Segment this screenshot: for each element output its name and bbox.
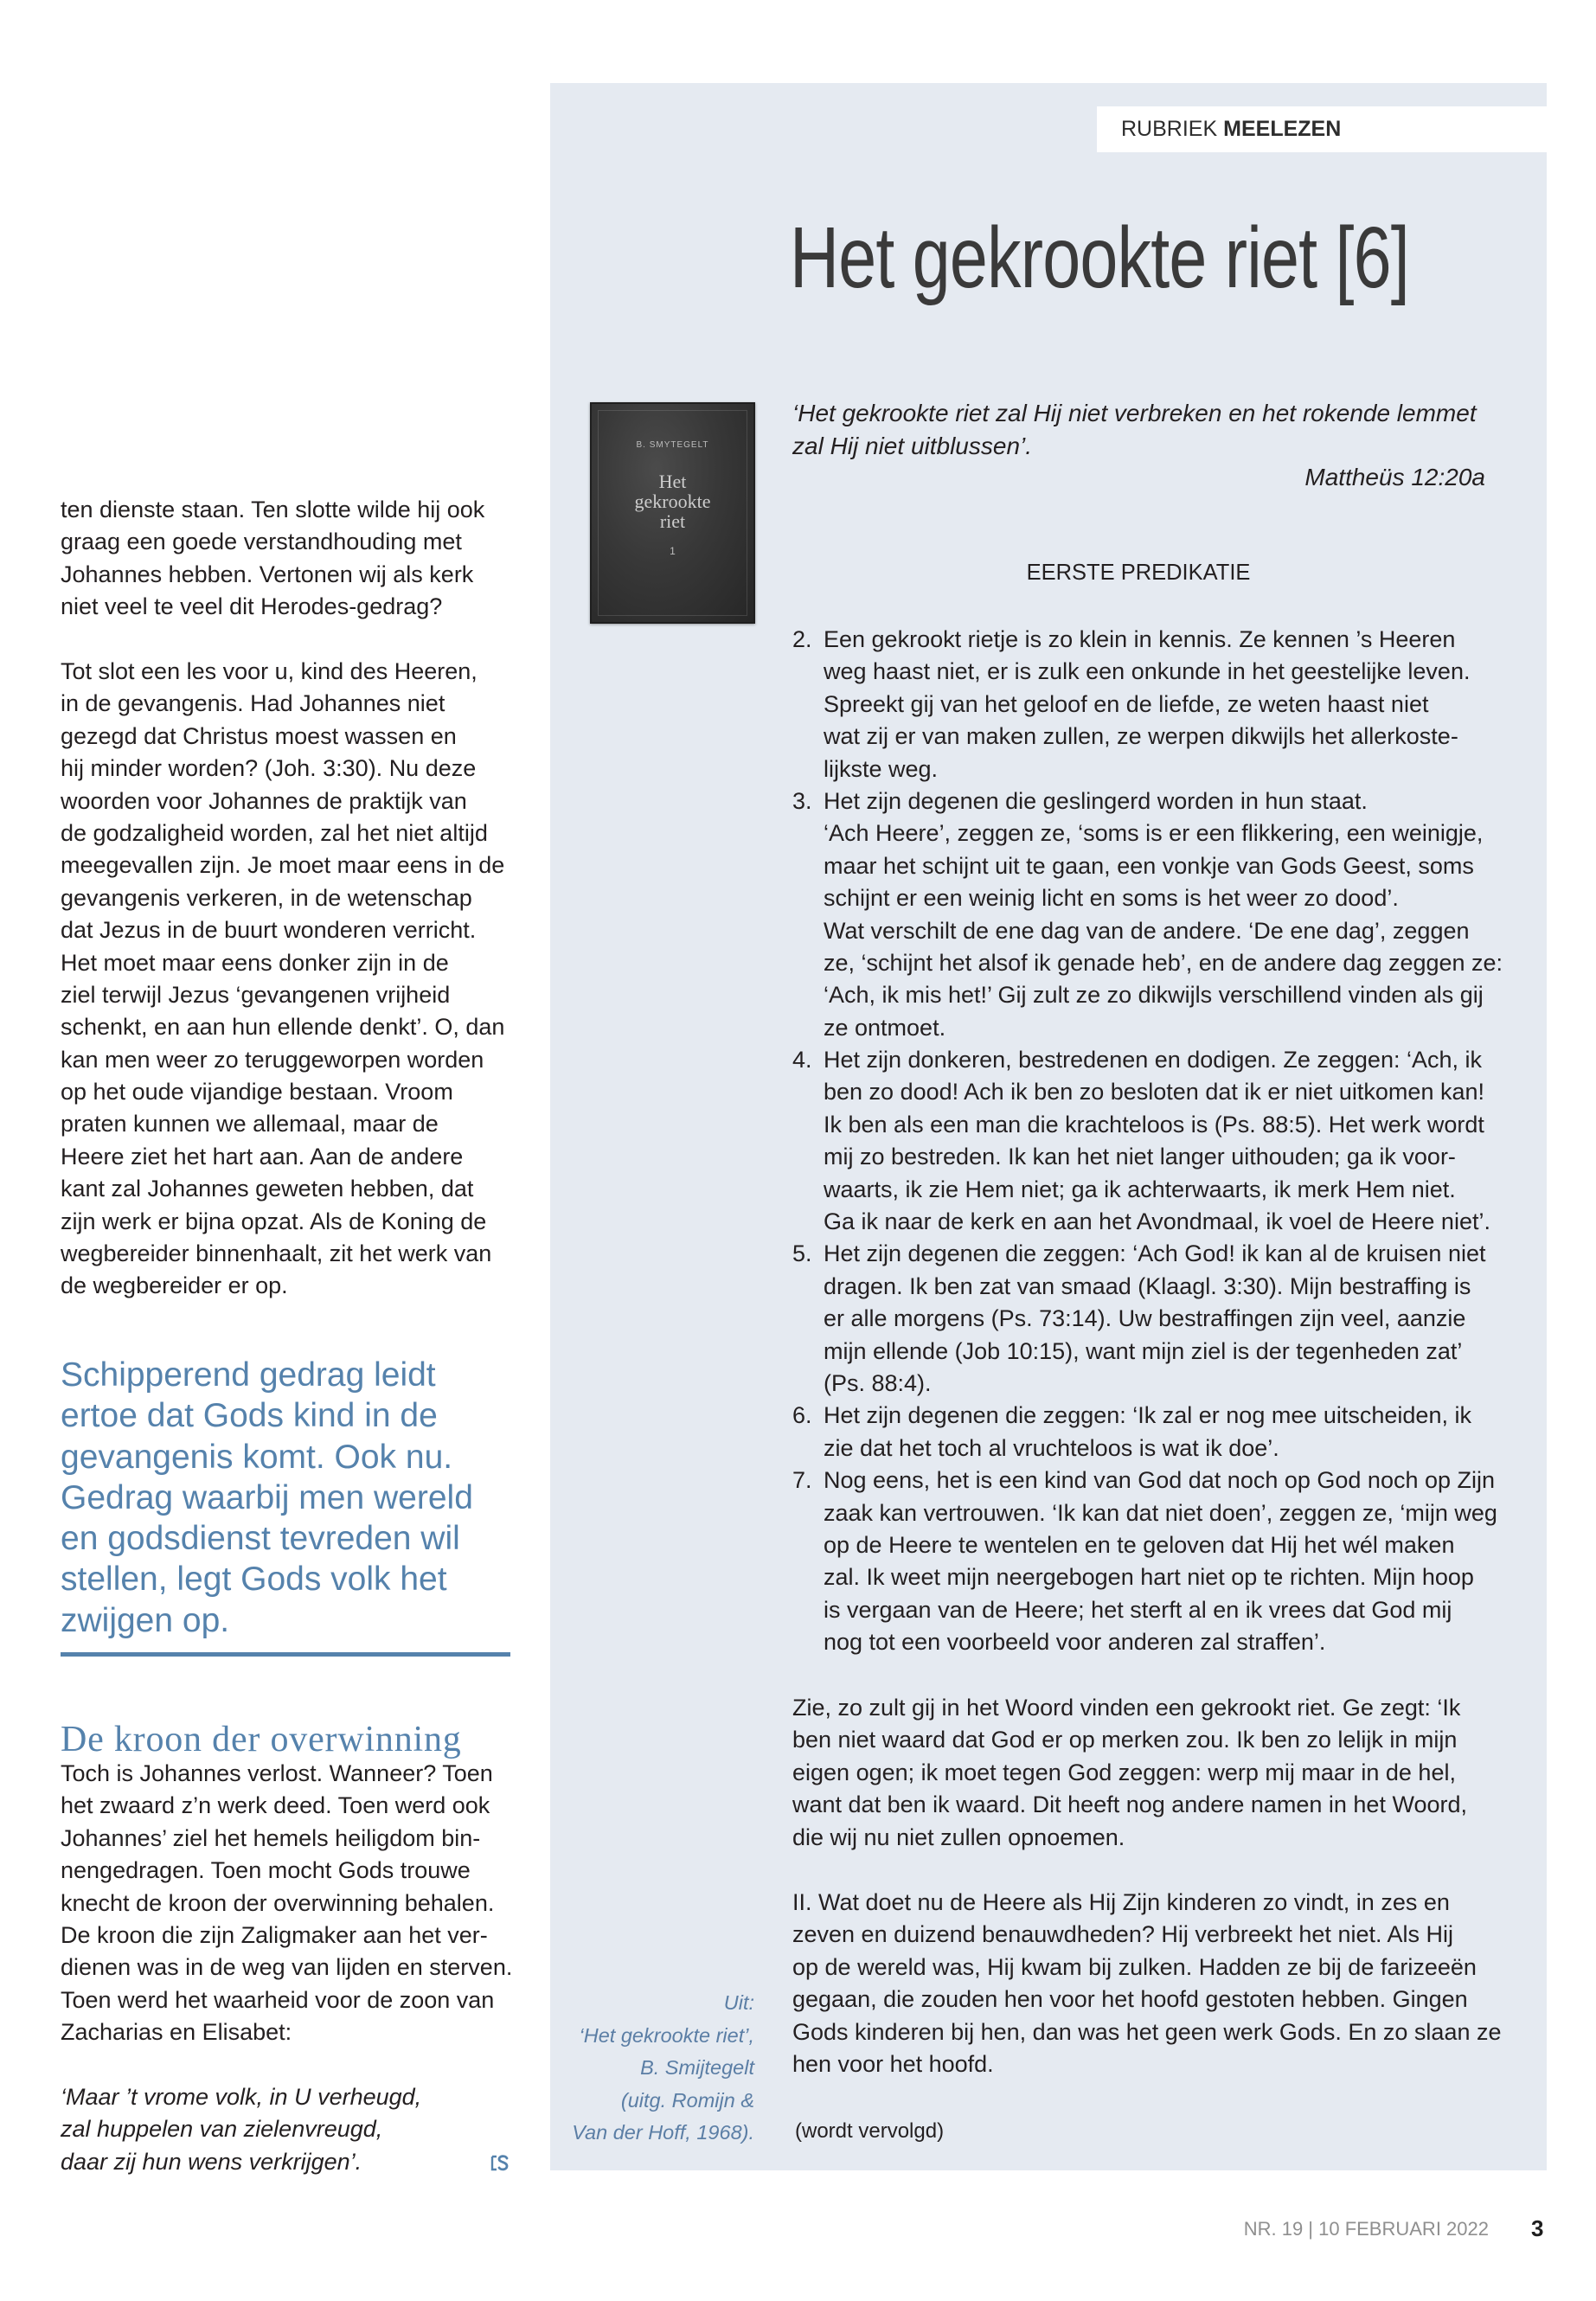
list-item <box>792 1044 1536 1238</box>
paragraph-line: op het oude vijandige bestaan. Vroom <box>61 1079 453 1106</box>
paragraph-line: kan men weer zo teruggeworpen worden <box>61 1046 484 1073</box>
list-item <box>792 624 1536 785</box>
list-item-line: ben zo dood! Ach ik ben zo besloten dat ik er niet uitkomen kan! <box>824 1079 1484 1106</box>
list-item-line: waarts, ik zie Hem niet; ga ik achterwaarts, ik merk Hem niet. <box>824 1176 1456 1202</box>
paragraph-line: wegbereider binnenhaalt, zit het werk van <box>61 1240 492 1267</box>
list-item-line: wat zij er van maken zullen, ze werpen dikwijls het allerkoste- <box>824 723 1458 750</box>
paragraph-line: De kroon die zijn Zaligmaker aan het ver- <box>61 1921 488 1948</box>
list-item-line: Wat verschilt de ene dag van de andere. ‘De ene dag’, zeggen <box>824 917 1470 944</box>
epigraph-line: zal Hij niet uitblussen’. <box>792 432 1033 459</box>
paragraph-ii <box>792 1887 1502 2080</box>
list-item-line: nog tot een voorbeeld voor anderen zal straffen’. <box>824 1629 1326 1656</box>
paragraph-line: Toen werd het waarheid voor de zoon van <box>61 1986 495 2013</box>
list-item-number: 4. <box>792 1047 812 1074</box>
caption-line: (uitg. Romijn & <box>620 2088 754 2112</box>
paragraph-line: Zacharias en Elisabet: <box>61 2019 292 2046</box>
list-item-number: 5. <box>792 1240 812 1267</box>
section-rubric <box>1097 106 1547 152</box>
rubric-prefix: RUBRIEK <box>1121 117 1218 141</box>
paragraph-line: Toch is Johannes verlost. Wanneer? Toen <box>61 1760 493 1786</box>
epigraph-source: Mattheüs 12:20a <box>1304 464 1485 490</box>
paragraph-line: II. Wat doet nu de Heere als Hij Zijn kinderen zo vindt, in zes en <box>792 1889 1450 1915</box>
pull-quote-line: Gedrag waarbij men wereld <box>61 1478 473 1516</box>
paragraph-line: Zie, zo zult gij in het Woord vinden een gekrookt riet. Ge zegt: ‘Ik <box>792 1695 1461 1721</box>
paragraph-line: in de gevangenis. Had Johannes niet <box>61 690 445 717</box>
list-item-line: zaak kan vertrouwen. ‘Ik kan dat niet doen’, zeggen ze, ‘mijn weg <box>824 1499 1497 1526</box>
list-item-line: (Ps. 88:4). <box>824 1369 932 1396</box>
issue-info: NR. 19 | 10 FEBRUARI 2022 <box>1243 2218 1489 2240</box>
page-number: 3 <box>1531 2215 1544 2241</box>
epigraph-quote <box>792 397 1477 462</box>
paragraph-line: de godzaligheid worden, zal het niet altijd <box>61 819 488 846</box>
paragraph-line: het zwaard z’n werk deed. Toen werd ook <box>61 1792 490 1819</box>
book-cover-title-line: riet <box>659 510 686 532</box>
list-item-line: Het zijn degenen die zeggen: ‘Ik zal er nog mee uitscheiden, ik <box>824 1402 1471 1429</box>
list-item-line: mij zo bestreden. Ik kan het niet langer uithouden; ga ik voor- <box>824 1144 1456 1170</box>
pull-quote-line: en godsdienst tevreden wil <box>61 1520 460 1558</box>
list-item-number: 2. <box>792 626 812 652</box>
list-item <box>792 1238 1536 1400</box>
paragraph-line: zeven en duizend benauwdheden? Hij verbreekt het niet. Als Hij <box>792 1921 1453 1948</box>
list-item <box>792 785 1536 1044</box>
paragraph-line: graag een goede verstandhouding met <box>61 529 462 555</box>
caption-line: ‘Het gekrookte riet’, <box>579 2023 754 2047</box>
paragraph-line: praten kunnen we allemaal, maar de <box>61 1111 439 1138</box>
book-cover-frame <box>598 410 747 616</box>
pull-quote-line: Schipperend gedrag leidt <box>61 1356 436 1394</box>
paragraph-line: woorden voor Johannes de praktijk van <box>61 787 467 814</box>
list-item-line: mijn ellende (Job 10:15), want mijn ziel is der tegenheden zat’ <box>824 1337 1463 1364</box>
list-item-line: is vergaan van de Heere; het sterft al en ik vrees dat God mij <box>824 1596 1452 1623</box>
list-item-line: schijnt er een weinig licht en soms is het weer zo dood’. <box>824 885 1399 912</box>
paragraph-line: ten dienste staan. Ten slotte wilde hij ook <box>61 497 485 522</box>
book-cover-volume: 1 <box>670 545 676 557</box>
numbered-list <box>792 624 1536 1659</box>
caption-line: Van der Hoff, 1968). <box>572 2121 754 2144</box>
pull-quote-line: ertoe dat Gods kind in de <box>61 1397 438 1435</box>
list-item-line: Spreekt gij van het geloof en de liefde, ze weten haast niet <box>824 690 1429 717</box>
list-item-text <box>824 785 1503 1044</box>
left-paragraph-1 <box>61 494 484 624</box>
paragraph-line: kant zal Johannes geweten hebben, dat <box>61 1176 474 1202</box>
pull-quote-line: gevangenis komt. Ook nu. <box>61 1438 453 1476</box>
paragraph-line: gevangenis verkeren, in de wetenschap <box>61 884 472 911</box>
list-item-line: Nog eens, het is een kind van God dat noch op God noch op Zijn <box>824 1467 1496 1494</box>
verse-line: daar zij hun wens verkrijgen’. <box>61 2148 362 2175</box>
paragraph-line: dat Jezus in de buurt wonderen verricht. <box>61 917 477 944</box>
paragraph-line: want dat ben ik waard. Dit heeft nog andere namen in het Woord, <box>792 1791 1467 1818</box>
list-item-line: Het zijn degenen die geslingerd worden in hun staat. <box>824 787 1368 814</box>
paragraph-line: nengedragen. Toen mocht Gods trouwe <box>61 1857 471 1884</box>
paragraph-line: zijn werk er bijna opzat. Als de Koning de <box>61 1208 487 1234</box>
rubric-name: MEELEZEN <box>1223 117 1342 141</box>
list-item-line: op de Heere te wentelen en te geloven dat Hij het wél maken <box>824 1531 1455 1558</box>
section-subheading: De kroon der overwinning <box>61 1720 462 1759</box>
paragraph-line: Johannes hebben. Vertonen wij als kerk <box>61 561 474 587</box>
paragraph-line: niet veel te veel dit Herodes-gedrag? <box>61 593 443 620</box>
paragraph-line: eigen ogen; ik moet tegen God zeggen: werp mij maar in de hel, <box>792 1759 1456 1785</box>
list-item-text <box>824 1044 1490 1238</box>
list-item <box>792 1400 1536 1465</box>
list-item-line: dragen. Ik ben zat van smaad (Klaagl. 3:30). Mijn bestraffing is <box>824 1272 1471 1299</box>
list-item-line: Het zijn donkeren, bestredenen en dodigen. Ze zeggen: ‘Ach, ik <box>824 1047 1482 1074</box>
end-mark-icon <box>490 2152 510 2173</box>
paragraph-line: knecht de kroon der overwinning behalen. <box>61 1889 495 1916</box>
list-item-line: ze ontmoet. <box>824 1014 946 1041</box>
paragraph-line: Heere ziet het hart aan. Aan de andere <box>61 1143 464 1170</box>
list-item-line: ‘Ach, ik mis het!’ Gij zult ze zo dikwijls verschillend vinden als gij <box>824 982 1484 1009</box>
list-item-line: zie dat het toch al vruchteloos is wat ik doe’. <box>824 1434 1279 1461</box>
list-item-line: zal. Ik weet mijn neergebogen hart niet op te richten. Mijn hoop <box>824 1564 1474 1591</box>
paragraph-line: Gods kinderen bij hen, dan was het geen werk Gods. En zo slaan ze <box>792 2018 1502 2045</box>
book-cover-image <box>590 402 755 624</box>
paragraph-line: ben niet waard dat God er op merken zou. Ik ben zo lelijk in mijn <box>792 1727 1458 1753</box>
paragraph-line: de wegbereider er op. <box>61 1272 288 1299</box>
list-item-line: maar het schijnt uit te gaan, een vonkje van Gods Geest, soms <box>824 852 1474 879</box>
book-cover-author: B. SMYTEGELT <box>636 440 709 450</box>
left-paragraph-2 <box>61 656 504 1303</box>
left-paragraph-3 <box>61 1758 512 2049</box>
list-item-line: ze, ‘schijnt het alsof ik genade heb’, en de andere dag zeggen ze: <box>824 949 1503 976</box>
list-item-line: ‘Ach Heere’, zeggen ze, ‘soms is er een flikkering, een weinigje, <box>824 820 1484 847</box>
list-item-line: Ik ben als een man die krachteloos is (Ps. 88:5). Het werk wordt <box>824 1111 1484 1138</box>
paragraph-line: gegaan, die zouden hen voor het hoofd gestoten hebben. Gingen <box>792 1986 1468 2013</box>
list-item-line: Het zijn degenen die zeggen: ‘Ach God! ik kan al de kruisen niet <box>824 1240 1486 1267</box>
list-item-number: 7. <box>792 1467 812 1494</box>
verse-line: ‘Maar ’t vrome volk, in U verheugd, <box>61 2084 422 2110</box>
paragraph-line: Tot slot een les voor u, kind des Heeren, <box>61 658 478 684</box>
paragraph-line: die wij nu niet zullen opnoemen. <box>792 1823 1125 1850</box>
paragraph-line: dienen was in de weg van lijden en sterven. <box>61 1954 513 1981</box>
sermon-heading: EERSTE PREDIKATIE <box>1026 561 1251 585</box>
list-item-line: Een gekrookt rietje is zo klein in kennis. Ze kennen ’s Heeren <box>824 626 1456 652</box>
book-cover-title-line: Het <box>658 471 687 492</box>
book-cover-title <box>599 471 747 531</box>
list-item-line: weg haast niet, er is zulk een onkunde in het geestelijke leven. <box>824 658 1471 685</box>
list-item-text <box>824 1465 1497 1658</box>
epigraph-line: ‘Het gekrookte riet zal Hij niet verbreken en het rokende lemmet <box>792 400 1477 426</box>
pull-quote-line: stellen, legt Gods volk het <box>61 1561 447 1599</box>
caption-line: Uit: <box>723 1991 754 2014</box>
pull-quote-divider <box>61 1652 510 1657</box>
article-title: Het gekrookte riet [6] <box>790 209 1409 306</box>
paragraph-zie <box>792 1692 1467 1854</box>
verse-line: zal huppelen van zielenvreugd, <box>61 2116 383 2143</box>
book-cover-title-line: gekrookte <box>634 490 711 512</box>
list-item <box>792 1465 1536 1658</box>
list-item-text <box>824 1238 1485 1400</box>
paragraph-line: op de wereld was, Hij kwam bij zulken. Hadden ze bij de farizeeën <box>792 1953 1477 1980</box>
list-item-text <box>824 624 1470 785</box>
verse-quote <box>61 2081 421 2178</box>
pull-quote <box>61 1355 473 1641</box>
continued-note: (wordt vervolgd) <box>795 2119 945 2143</box>
list-item-number: 3. <box>792 787 812 814</box>
list-item-number: 6. <box>792 1402 812 1429</box>
paragraph-line: meegevallen zijn. Je moet maar eens in de <box>61 852 505 879</box>
paragraph-line: hij minder worden? (Joh. 3:30). Nu deze <box>61 755 477 782</box>
caption-line: B. Smijtegelt <box>640 2056 754 2080</box>
list-item-text <box>824 1400 1471 1465</box>
paragraph-line: hen voor het hoofd. <box>792 2050 994 2077</box>
book-caption <box>572 1987 754 2150</box>
pull-quote-line: zwijgen op. <box>61 1601 230 1639</box>
paragraph-line: Johannes’ ziel het hemels heiligdom bin- <box>61 1824 481 1851</box>
paragraph-line: schenkt, en aan hun ellende denkt’. O, dan <box>61 1014 505 1041</box>
paragraph-line: Het moet maar eens donker zijn in de <box>61 949 449 976</box>
list-item-line: er alle morgens (Ps. 73:14). Uw bestraffingen zijn veel, aanzie <box>824 1305 1466 1332</box>
list-item-line: Ga ik naar de kerk en aan het Avondmaal, ik voel de Heere niet’. <box>824 1208 1490 1235</box>
paragraph-line: ziel terwijl Jezus ‘gevangenen vrijheid <box>61 981 451 1008</box>
paragraph-line: gezegd dat Christus moest wassen en <box>61 722 457 749</box>
list-item-line: lijkste weg. <box>824 755 939 782</box>
